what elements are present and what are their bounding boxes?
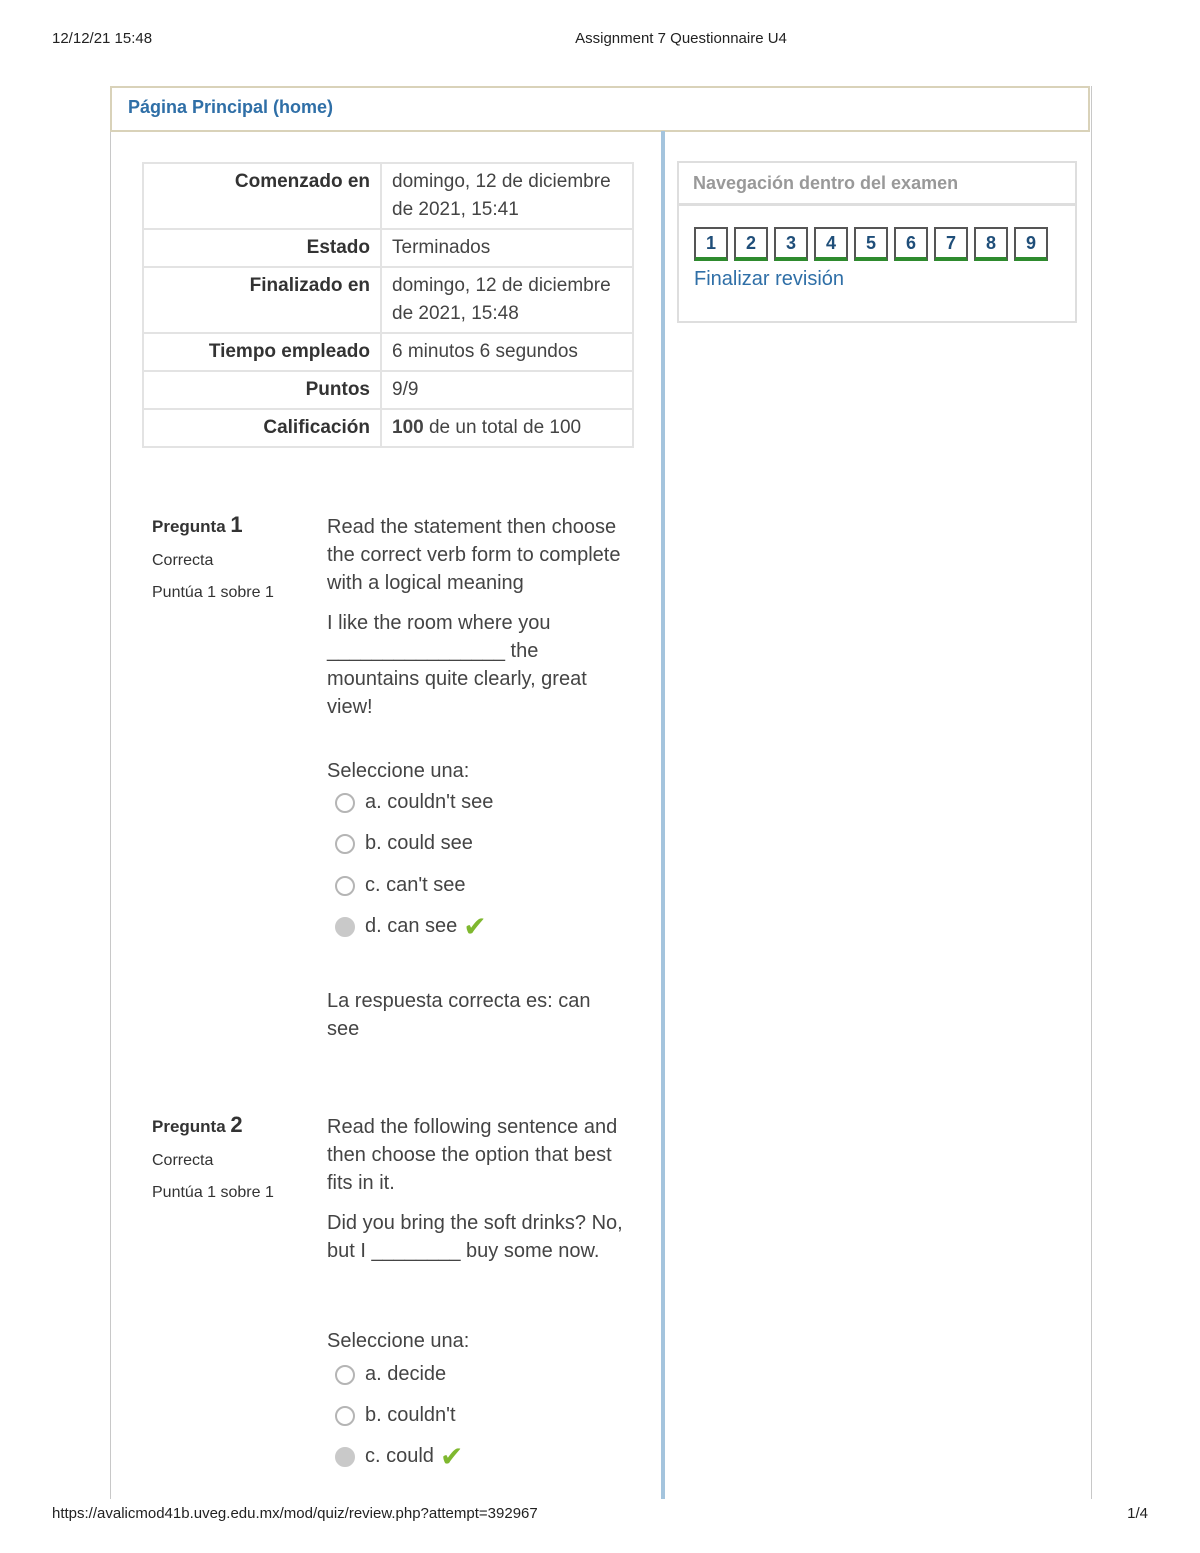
option-label: c. could bbox=[365, 1445, 434, 1467]
question-nav-buttons bbox=[694, 227, 1054, 261]
option-label: b. couldn't bbox=[365, 1404, 456, 1426]
quiz-navigation-block bbox=[677, 161, 1077, 323]
navbar bbox=[110, 86, 1090, 132]
question-prompt: Read the following sentence and then choose the option that best fits in it. bbox=[327, 1116, 618, 1194]
summary-value: 9/9 bbox=[381, 371, 633, 409]
home-link[interactable]: Página Principal (home) bbox=[128, 97, 334, 117]
summary-row-started bbox=[143, 163, 633, 229]
summary-value: Terminados bbox=[381, 229, 633, 267]
finish-review-link[interactable]: Finalizar revisión bbox=[694, 268, 845, 290]
radio-button[interactable] bbox=[335, 876, 355, 896]
question-state: Correcta bbox=[152, 1152, 214, 1169]
question-2-info bbox=[152, 1112, 274, 1202]
radio-button[interactable] bbox=[335, 834, 355, 854]
question-nav-button-6[interactable]: 6 bbox=[894, 227, 928, 261]
question-number-value: 1 bbox=[230, 512, 243, 537]
summary-row-finished bbox=[143, 267, 633, 333]
summary-row-state bbox=[143, 229, 633, 267]
option-a[interactable] bbox=[335, 791, 493, 814]
summary-value: domingo, 12 de diciembre de 2021, 15:48 bbox=[381, 267, 633, 333]
radio-button-selected[interactable] bbox=[335, 1447, 355, 1467]
question-number bbox=[152, 1112, 274, 1138]
option-label: c. can't see bbox=[365, 874, 466, 896]
option-label: a. couldn't see bbox=[365, 791, 494, 813]
right-answer: La respuesta correcta es: can see bbox=[327, 990, 591, 1040]
grade-total: de un total de 100 bbox=[423, 417, 582, 438]
select-label: Seleccione una: bbox=[327, 760, 470, 782]
print-url: https://avalicmod41b.uveg.edu.mx/mod/quiz/review.php?attempt=392967 bbox=[52, 1505, 538, 1522]
option-d[interactable] bbox=[335, 910, 487, 942]
question-nav-button-1[interactable]: 1 bbox=[694, 227, 728, 261]
option-label: b. could see bbox=[365, 832, 473, 854]
question-nav-button-3[interactable]: 3 bbox=[774, 227, 808, 261]
question-grade: Puntúa 1 sobre 1 bbox=[152, 1184, 274, 1201]
question-state: Correcta bbox=[152, 552, 214, 569]
summary-row-grade bbox=[143, 409, 633, 447]
radio-button[interactable] bbox=[335, 1406, 355, 1426]
question-nav-button-2[interactable]: 2 bbox=[734, 227, 768, 261]
summary-row-points bbox=[143, 371, 633, 409]
summary-value: 6 minutos 6 segundos bbox=[381, 333, 633, 371]
summary-label: Finalizado en bbox=[143, 267, 381, 333]
question-1-info bbox=[152, 512, 274, 602]
summary-value: domingo, 12 de diciembre de 2021, 15:41 bbox=[381, 163, 633, 229]
print-doc-title: Assignment 7 Questionnaire U4 bbox=[575, 30, 787, 47]
summary-value bbox=[381, 409, 633, 447]
question-number-value: 2 bbox=[230, 1112, 243, 1137]
attempt-summary-table bbox=[142, 162, 634, 448]
question-2-text bbox=[327, 1113, 632, 1277]
option-c[interactable] bbox=[335, 874, 466, 897]
option-a[interactable] bbox=[335, 1363, 446, 1386]
question-number bbox=[152, 512, 274, 538]
print-datetime: 12/12/21 15:48 bbox=[52, 30, 153, 47]
question-nav-button-7[interactable]: 7 bbox=[934, 227, 968, 261]
question-1-text bbox=[327, 513, 632, 733]
radio-button-selected[interactable] bbox=[335, 917, 355, 937]
question-sentence: I like the room where you ________________ the mountains quite clearly, great view! bbox=[327, 612, 587, 718]
print-footer bbox=[0, 1505, 1200, 1525]
summary-label: Puntos bbox=[143, 371, 381, 409]
quiz-navigation-title: Navegación dentro del examen bbox=[679, 163, 1075, 206]
check-icon: ✔ bbox=[463, 910, 487, 942]
summary-row-time-taken bbox=[143, 333, 633, 371]
option-b[interactable] bbox=[335, 1404, 456, 1427]
summary-label: Tiempo empleado bbox=[143, 333, 381, 371]
column-divider bbox=[661, 131, 665, 1499]
option-label: a. decide bbox=[365, 1363, 447, 1385]
grade-score: 100 bbox=[392, 417, 424, 438]
question-sentence: Did you bring the soft drinks? No, but I ________ buy some now. bbox=[327, 1212, 623, 1262]
question-nav-button-5[interactable]: 5 bbox=[854, 227, 888, 261]
question-label: Pregunta bbox=[152, 1117, 226, 1136]
radio-button[interactable] bbox=[335, 1365, 355, 1385]
question-label: Pregunta bbox=[152, 517, 226, 536]
summary-label: Calificación bbox=[143, 409, 381, 447]
question-grade: Puntúa 1 sobre 1 bbox=[152, 584, 274, 601]
question-nav-button-4[interactable]: 4 bbox=[814, 227, 848, 261]
print-page-number: 1/4 bbox=[1127, 1505, 1148, 1522]
question-prompt: Read the statement then choose the correct verb form to complete with a logical meaning bbox=[327, 516, 621, 594]
summary-label: Estado bbox=[143, 229, 381, 267]
radio-button[interactable] bbox=[335, 793, 355, 813]
print-header bbox=[0, 30, 1200, 50]
question-nav-button-9[interactable]: 9 bbox=[1014, 227, 1048, 261]
option-b[interactable] bbox=[335, 832, 473, 855]
question-nav-button-8[interactable]: 8 bbox=[974, 227, 1008, 261]
summary-label: Comenzado en bbox=[143, 163, 381, 229]
check-icon: ✔ bbox=[439, 1440, 464, 1472]
option-label: d. can see bbox=[365, 915, 458, 937]
select-label: Seleccione una: bbox=[327, 1330, 470, 1352]
option-c[interactable] bbox=[335, 1440, 464, 1472]
